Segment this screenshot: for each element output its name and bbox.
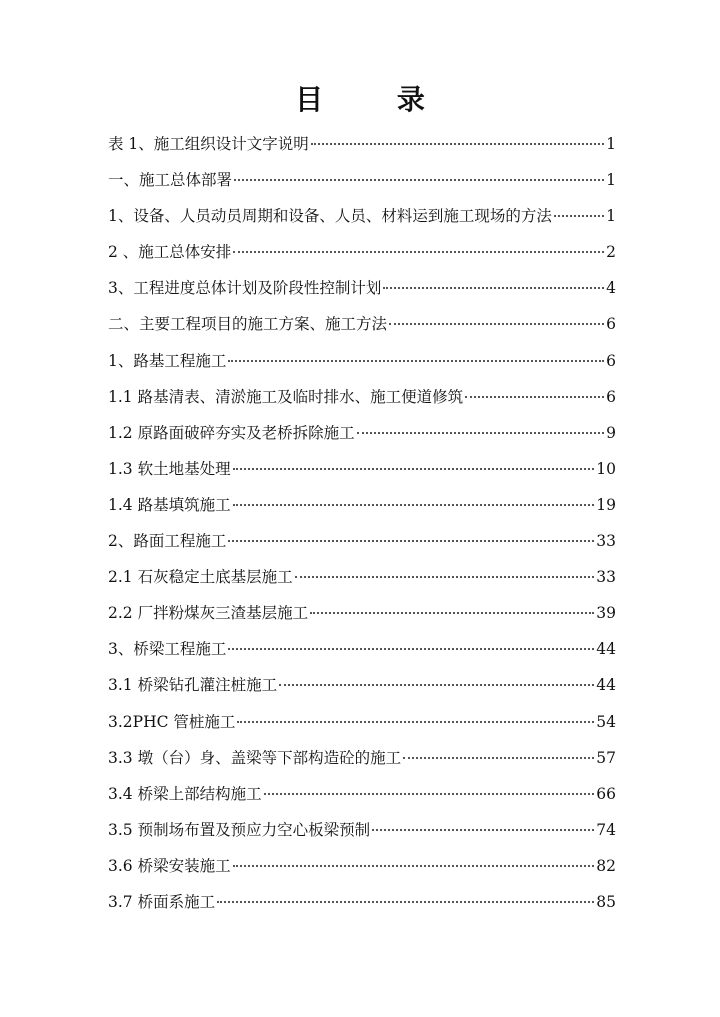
toc-entry-text: 2.1 石灰稳定土底基层施工 <box>108 568 293 587</box>
toc-page-number: 2 <box>606 243 616 262</box>
toc-page-number: 1 <box>606 171 616 190</box>
dot-leader <box>554 215 604 217</box>
toc-entry[interactable] <box>108 667 616 703</box>
dot-leader <box>295 576 595 578</box>
dot-leader <box>403 757 594 759</box>
dot-leader <box>465 396 604 398</box>
toc-page-number: 57 <box>596 748 616 767</box>
toc-entry[interactable] <box>108 487 616 523</box>
toc-page-number: 39 <box>596 604 616 623</box>
toc-page-number: 85 <box>596 892 616 911</box>
toc-entry[interactable] <box>108 704 616 740</box>
toc-entry-text: 1.1 路基清表、清淤施工及临时排水、施工便道修筑 <box>108 387 464 406</box>
toc-entry[interactable] <box>108 306 616 342</box>
toc-page-number: 33 <box>596 532 616 551</box>
toc-entry[interactable] <box>108 559 616 595</box>
toc-entry-text: 3、工程进度总体计划及阶段性控制计划 <box>108 279 382 298</box>
dot-leader <box>228 360 604 362</box>
toc-entry[interactable] <box>108 848 616 884</box>
toc-entry-text: 一、施工总体部署 <box>108 171 233 190</box>
toc-page-number: 74 <box>596 820 616 839</box>
toc-page-number: 54 <box>596 712 616 731</box>
dot-leader <box>372 829 594 831</box>
toc-page-number: 1 <box>606 207 616 226</box>
toc-entry[interactable] <box>108 126 616 162</box>
toc-entry[interactable] <box>108 162 616 198</box>
toc-page-number: 6 <box>606 387 616 406</box>
toc-entry-text: 2.2 厂拌粉煤灰三渣基层施工 <box>108 604 309 623</box>
toc-page-number: 10 <box>596 459 616 478</box>
dot-leader <box>228 540 594 542</box>
dot-leader <box>234 179 604 181</box>
toc-entry[interactable] <box>108 812 616 848</box>
page-title: 目 录 <box>295 83 457 116</box>
dot-leader <box>237 721 594 723</box>
dot-leader <box>383 287 604 289</box>
toc-entry-text: 2、路面工程施工 <box>108 532 227 551</box>
toc-entry[interactable] <box>108 523 616 559</box>
dot-leader <box>233 251 604 253</box>
toc-entry-text: 表 1、施工组织设计文字说明 <box>108 135 309 153</box>
toc-page-number: 66 <box>596 784 616 803</box>
dot-leader <box>233 865 595 867</box>
toc-page-number: 44 <box>596 676 616 695</box>
toc-entry[interactable] <box>108 740 616 776</box>
dot-leader <box>279 684 594 686</box>
toc-entry[interactable] <box>108 270 616 306</box>
toc-page-number: 19 <box>596 495 616 514</box>
toc-entry-text: 1、路基工程施工 <box>108 351 227 370</box>
toc-page-number: 6 <box>606 315 616 334</box>
toc-entry-text: 3.1 桥梁钻孔灌注桩施工 <box>108 676 278 695</box>
dot-leader <box>389 323 604 325</box>
dot-leader <box>217 901 594 903</box>
toc-entry[interactable] <box>108 595 616 631</box>
toc-entry-text: 二、主要工程项目的施工方案、施工方法 <box>108 315 388 334</box>
toc-entry-text: 3.7 桥面系施工 <box>108 892 216 911</box>
toc-page-number: 6 <box>606 351 616 370</box>
toc-entry-text: 1.4 路基填筑施工 <box>108 495 231 514</box>
toc-entry[interactable] <box>108 776 616 812</box>
toc-entry-text: 3、桥梁工程施工 <box>108 640 227 659</box>
toc-page-number: 44 <box>596 640 616 659</box>
toc-entry-text: 3.5 预制场布置及预应力空心板梁预制 <box>108 820 371 839</box>
toc-entry-text: 2 、施工总体安排 <box>108 243 232 262</box>
toc-entry-text: 1、设备、人员动员周期和设备、人员、材料运到施工现场的方法 <box>108 207 552 226</box>
toc-page-number: 4 <box>606 279 616 298</box>
toc-entry[interactable] <box>108 415 616 451</box>
dot-leader <box>264 793 595 795</box>
toc-entry-text: 1.2 原路面破碎夯实及老桥拆除施工 <box>108 423 355 442</box>
dot-leader <box>233 504 595 506</box>
dot-leader <box>233 468 595 470</box>
dot-leader <box>357 432 605 434</box>
toc-entry[interactable] <box>108 234 616 270</box>
toc-page-number: 1 <box>606 135 616 153</box>
toc-entry-text: 3.6 桥梁安装施工 <box>108 856 231 875</box>
toc-page-number: 82 <box>596 856 616 875</box>
dot-leader <box>228 648 594 650</box>
toc-entry[interactable] <box>108 884 616 920</box>
toc-entry-text: 3.2PHC 管桩施工 <box>108 712 236 731</box>
toc-entry-text: 1.3 软土地基处理 <box>108 459 231 478</box>
dot-leader <box>310 612 594 614</box>
toc-page-number: 33 <box>596 568 616 587</box>
toc-entry[interactable] <box>108 343 616 379</box>
toc-entry[interactable] <box>108 198 616 234</box>
table-of-contents <box>108 126 616 920</box>
toc-entry-text: 3.3 墩（台）身、盖梁等下部构造砼的施工 <box>108 748 402 767</box>
toc-page-number: 9 <box>606 423 616 442</box>
toc-entry-text: 3.4 桥梁上部结构施工 <box>108 784 262 803</box>
toc-entry[interactable] <box>108 379 616 415</box>
dot-leader <box>311 143 604 145</box>
toc-entry[interactable] <box>108 451 616 487</box>
toc-entry[interactable] <box>108 631 616 667</box>
